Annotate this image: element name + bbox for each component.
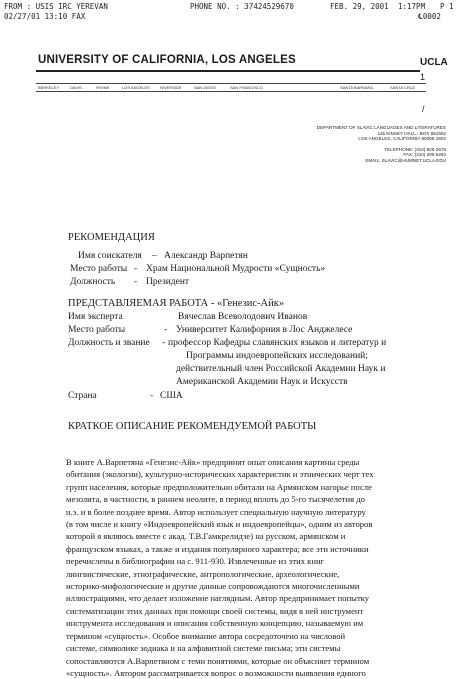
- summary-line: н.э. и в более позднее время. Автор использует специальную научную литературу: [66, 506, 366, 517]
- fax-header: [0, 0, 464, 22]
- fax-phone: PHONE NO. : 37424529670: [190, 2, 294, 11]
- fax-sender: FROM : USIS IRC YEREVAN: [4, 2, 108, 11]
- campus-list: [36, 83, 426, 92]
- campus-item: DAVIS: [70, 85, 82, 90]
- work-heading: ПРЕДСТАВЛЯЕМАЯ РАБОТА - «Генезис-Айк»: [68, 298, 285, 309]
- summary-line: обитания (экологии), культурно-исторических характеристик и этнических черт тех: [66, 469, 374, 480]
- field-value: США: [160, 391, 183, 401]
- summary-line: которой я являюсь вместе с акад. Т.В.Гамкрелидзе) на русском, армянском и: [66, 531, 346, 542]
- field-value: профессор Кафедры славянских языков и литератур и: [168, 338, 387, 348]
- summary-line: (в том числе и книгу «Индоевропейский язык и индоевропейцы», одним из авторов: [66, 519, 373, 530]
- field-value: Храм Национальной Мудрости «Сущность»: [146, 264, 326, 274]
- field-label: Место работы: [70, 264, 128, 274]
- field-label: Имя соискателя: [78, 251, 142, 261]
- summary-line: групп населения, которые предположительно обитали на Армянском нагорье после: [66, 481, 372, 492]
- summary-line: В книге А.Варпетяна «Генезис-Айк» предпринят опыт описания картины среды: [66, 457, 360, 467]
- campus-item: LOS ANGELES: [122, 85, 150, 90]
- summary-line: инструмента исследования и описания собственную концепцию, называемую им: [66, 618, 364, 629]
- field-separator: -: [134, 264, 138, 274]
- department-hall: 115 KINSEY HALL - BOX 951502: [377, 130, 446, 136]
- summary-line: термином «сущность». Особое внимание автора сосредоточено на числовой: [66, 630, 346, 641]
- summary-line: иллюстрациями, что делает изложение наглядным. Автор предпринимает попытку: [66, 593, 370, 604]
- campus-item: SANTA CRUZ: [390, 85, 416, 90]
- field-value: действительный член Российской Академии Наук и: [176, 364, 386, 374]
- field-separator: -: [134, 277, 138, 287]
- field-value: Программы индоевропейских исследований;: [186, 351, 368, 361]
- field-label: Должность и звание: [68, 338, 150, 348]
- summary-line: сопоставляются А.Варпетяном с теми понятиями, которые он объясняет термином: [66, 655, 370, 666]
- field-label: Должность: [70, 277, 116, 287]
- field-value: Вячеслав Всеволодович Иванов: [178, 312, 308, 322]
- summary-line: «сущность». Автором рассматривается вопрос о возможности выявления единого: [66, 667, 366, 678]
- margin-mark: 1: [420, 72, 426, 82]
- summary-line: перечислены в библиографии на с. 911-930. Извлеченные из этих книг: [66, 556, 325, 567]
- margin-mark: /: [422, 104, 425, 114]
- summary-body: [66, 456, 438, 679]
- campus-item: IRVINE: [96, 85, 110, 90]
- recommendation-heading: РЕКОМЕНДАЦИЯ: [68, 232, 155, 243]
- summary-line: системе, символике зодиака и на алфавитной системе письма; эти системы: [66, 643, 341, 654]
- fax-time: 1:17PM: [398, 2, 426, 11]
- summary-line: систематизации этих данных при помощи своей системы, видя в ней инструмент: [66, 605, 364, 616]
- summary-line: историко-мифологические и другие данные сопровождаются многочисленными: [66, 581, 360, 592]
- field-separator: -: [162, 338, 166, 348]
- field-label: Страна: [68, 391, 97, 401]
- department-address: [276, 125, 446, 164]
- department-name: DEPARTMENT OF SLAVIC LANGUAGES AND LITERATURES: [316, 125, 446, 130]
- fax-date: FEB. 29, 2001: [330, 2, 389, 11]
- field-value: Президент: [146, 277, 190, 287]
- campus-item: RIVERSIDE: [160, 85, 182, 90]
- fax-counter: ℄0002: [418, 12, 441, 21]
- summary-line: лингвистические, этнографические, антропологические, археологические,: [66, 568, 340, 579]
- campus-item: SAN FRANCISCO: [230, 85, 263, 90]
- field-label: Место работы: [68, 325, 126, 335]
- summary-line: французском языках, а также и издания популярного характера; все эти источники: [66, 543, 369, 554]
- field-separator: -: [150, 391, 154, 401]
- summary-heading: КРАТКОЕ ОПИСАНИЕ РЕКОМЕНДУЕМОЙ РАБОТЫ: [68, 421, 317, 432]
- field-value: Американской Академии Наук и Искусств: [176, 377, 348, 387]
- field-separator: –: [152, 251, 157, 261]
- field-separator: -: [164, 325, 168, 335]
- campus-item: BERKELEY: [38, 85, 60, 90]
- campus-item: SANTA BARBARA: [340, 85, 374, 90]
- field-value: Университет Калифорния в Лос Анджелесе: [176, 325, 353, 335]
- campus-item: SAN DIEGO: [194, 85, 217, 90]
- department-email: EMAIL: SLAVIC@HUMNET.UCLA.EDU: [365, 157, 446, 163]
- department-phone: TELEPHONE: (310) 825-2676: [384, 146, 446, 152]
- department-city: LOS ANGELES, CALIFORNIA 90095-1502: [358, 136, 446, 142]
- fax-timestamp: 02/27/01 13:10 FAX: [4, 12, 86, 21]
- ucla-logo: UCLA: [420, 57, 448, 68]
- university-name: UNIVERSITY OF CALIFORNIA, LOS ANGELES: [38, 54, 296, 66]
- fax-page: P 1: [440, 2, 454, 11]
- field-value: Александр Варпетян: [164, 251, 248, 261]
- department-fax: FAX: (310) 206-5263: [403, 152, 446, 158]
- summary-line: мезолита, в частности, в раннем неолите, в период вплоть до 5-го тысячелетия до: [66, 494, 365, 505]
- letterhead-rule: [36, 70, 420, 72]
- field-label: Имя эксперта: [68, 312, 123, 322]
